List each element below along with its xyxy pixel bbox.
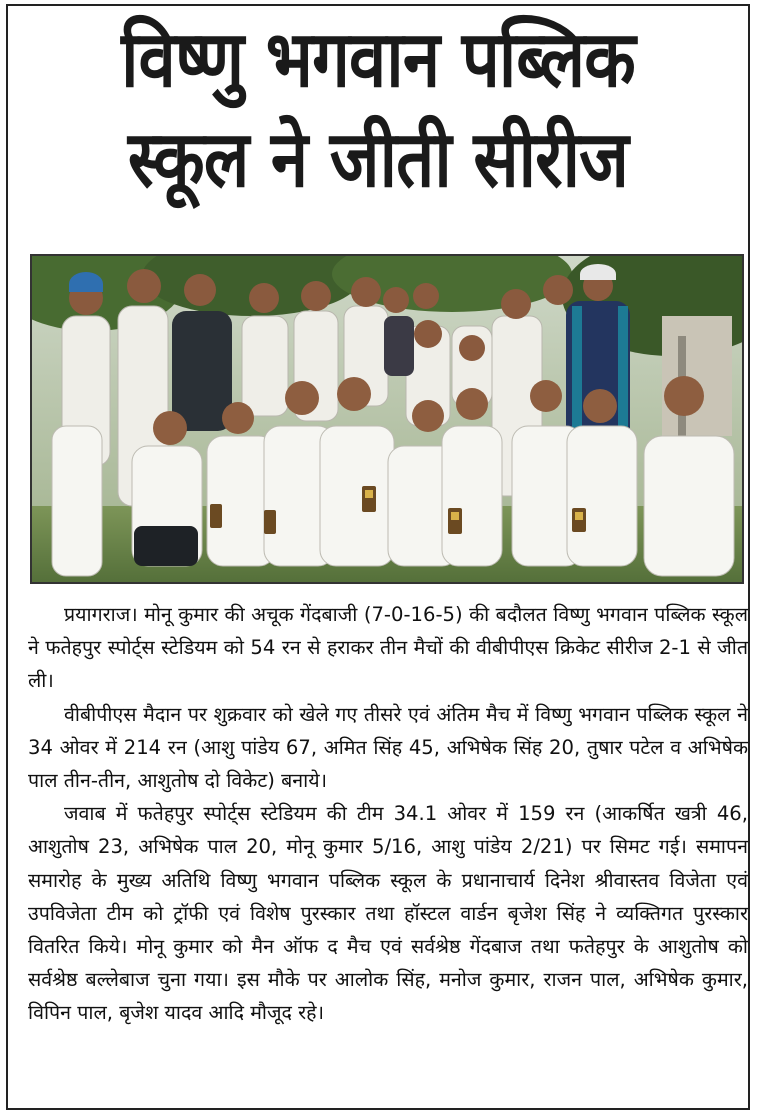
article-body [28,598,748,1030]
headline [60,10,696,210]
article-paragraph-1: प्रयागराज। मोनू कुमार की अचूक गेंदबाजी (7-0-16-5) की बदौलत विष्णु भगवान पब्लिक स्कूल ने फतेहपुर स्पोर्ट्स स्टेडियम को 54 रन से हराकर तीन मैचों की वीबीपीएस क्रिकेट सीरीज 2-1 से जीत ली। [28,603,748,693]
article-paragraph-2: वीबीपीएस मैदान पर शुक्रवार को खेले गए तीसरे एवं अंतिम मैच में विष्णु भगवान पब्लिक स्कूल ने 34 ओवर में 214 रन (आशु पांडेय 67, अमित सिंह 45, अभिषेक सिंह 20, तुषार पटेल व अभिषेक पाल तीन-तीन, आशुतोष दो विकेट) बनाये। [28,702,748,793]
newspaper-clipping [6,4,750,1110]
team-photo [30,254,744,584]
article-paragraph-3: जवाब में फतेहपुर स्पोर्ट्स स्टेडियम की टीम 34.1 ओवर में 159 रन (आकर्षित खत्री 46, आशुतोष 23, अभिषेक पाल 20, मोनू कुमार 5/16, आशु पांडेय 2/21) पर सिमट गई। समापन समारोह के मुख्य अतिथि विष्णु भगवान पब्लिक स्कूल के प्रधानाचार्य दिनेश श्रीवास्तव विजेता एवं उपविजेता टीम को ट्रॉफी एवं विशेष पुरस्कार तथा हॉस्टल वार्डन बृजेश सिंह ने व्यक्तिगत पुरस्कार वितरित किये। मोनू कुमार को मैन ऑफ द मैच एवं सर्वश्रेष्ठ गेंदबाज तथा फतेहपुर के आशुतोष को सर्वश्रेष्ठ बल्लेबाज चुना गया। इस मौके पर आलोक सिंह, मनोज कुमार, राजन पाल, अभिषेक कुमार, विपिन पाल, बृजेश यादव आदि मौजूद रहे। [28,802,748,1025]
team-photo-image [32,256,742,582]
headline-line-1: विष्णु भगवान पब्लिक [121,15,635,105]
headline-line-2: स्कूल ने जीती सीरीज [127,115,629,205]
